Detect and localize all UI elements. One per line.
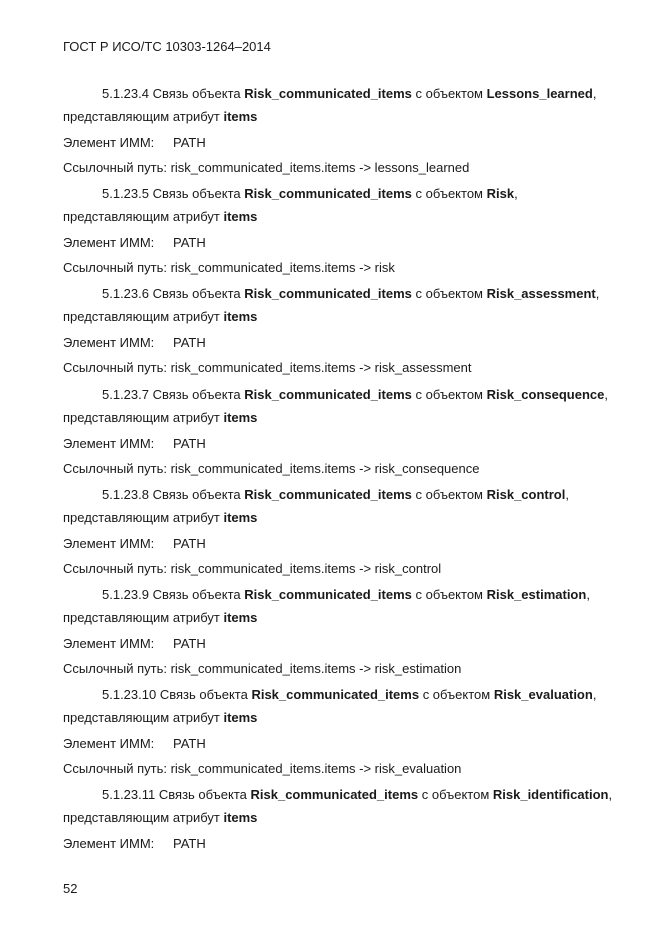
imm-value: PATH bbox=[173, 836, 206, 852]
section-heading: 5.1.23.8 Связь объекта Risk_communicated_items с объектом Risk_control, bbox=[102, 486, 569, 502]
reference-path: risk_communicated_items.items -> risk_estimation bbox=[170, 661, 462, 676]
reference-path: risk_communicated_items.items -> lessons_learned bbox=[170, 160, 470, 175]
subject-entity: Risk_communicated_items bbox=[244, 186, 412, 202]
imm-value: PATH bbox=[173, 535, 206, 551]
reference-path: risk_communicated_items.items -> risk_assessment bbox=[170, 360, 472, 376]
imm-label: Элемент ИММ: bbox=[63, 235, 155, 251]
reference-label: Ссылочный путь: bbox=[63, 460, 167, 476]
attribute-line: представляющим атрибут items bbox=[63, 610, 258, 625]
imm-value: PATH bbox=[173, 235, 206, 251]
section-heading: 5.1.23.9 Связь объекта Risk_communicated_items с объектом Risk_estimation, bbox=[102, 587, 590, 602]
page-number: 52 bbox=[63, 881, 78, 896]
imm-value: PATH bbox=[173, 335, 206, 351]
reference-path-line bbox=[63, 561, 441, 577]
imm-label: Элемент ИММ: bbox=[63, 836, 155, 852]
section-number: 5.1.23.10 bbox=[102, 687, 157, 703]
attribute-name: items bbox=[223, 309, 258, 325]
attribute-name: items bbox=[223, 810, 258, 826]
target-entity: Risk_consequence bbox=[486, 386, 605, 402]
target-entity: Risk_control bbox=[486, 486, 566, 502]
reference-path-line bbox=[63, 461, 479, 477]
attribute-name: items bbox=[223, 109, 258, 124]
section-heading: 5.1.23.6 Связь объекта Risk_communicated_items с объектом Risk_assessment, bbox=[102, 286, 600, 302]
attribute-line: представляющим атрибут items bbox=[63, 309, 258, 325]
imm-value: PATH bbox=[173, 135, 206, 150]
attribute-line: представляющим атрибут items bbox=[63, 109, 258, 124]
section-number: 5.1.23.5 bbox=[102, 186, 149, 202]
reference-path: risk_communicated_items.items -> risk_evaluation bbox=[170, 761, 462, 777]
imm-label: Элемент ИММ: bbox=[63, 535, 155, 551]
imm-element-line bbox=[63, 736, 206, 752]
imm-element-line bbox=[63, 636, 206, 652]
reference-label: Ссылочный путь: bbox=[63, 761, 167, 777]
section-number: 5.1.23.7 bbox=[102, 386, 149, 402]
imm-label: Элемент ИММ: bbox=[63, 335, 155, 351]
target-entity: Risk bbox=[486, 186, 515, 202]
section-heading: 5.1.23.5 Связь объекта Risk_communicated_items с объектом Risk, bbox=[102, 186, 518, 202]
imm-element-line bbox=[63, 836, 206, 852]
attribute-line: представляющим атрибут items bbox=[63, 810, 258, 826]
reference-label: Ссылочный путь: bbox=[63, 360, 167, 376]
imm-label: Элемент ИММ: bbox=[63, 636, 155, 651]
section-heading: 5.1.23.11 Связь объекта Risk_communicated_items с объектом Risk_identification, bbox=[102, 787, 613, 803]
attribute-line: представляющим атрибут items bbox=[63, 409, 258, 425]
reference-path-line bbox=[63, 260, 395, 276]
imm-element-line bbox=[63, 235, 206, 251]
document-header: ГОСТ Р ИСО/ТС 10303-1264–2014 bbox=[63, 39, 271, 54]
subject-entity: Risk_communicated_items bbox=[244, 286, 412, 302]
attribute-name: items bbox=[223, 710, 258, 726]
attribute-name: items bbox=[223, 610, 258, 625]
imm-element-line bbox=[63, 135, 206, 151]
section-heading: 5.1.23.10 Связь объекта Risk_communicated_items с объектом Risk_evaluation, bbox=[102, 687, 597, 703]
target-entity: Risk_identification bbox=[492, 787, 609, 803]
reference-path-line bbox=[63, 360, 472, 376]
subject-entity: Risk_communicated_items bbox=[250, 787, 419, 803]
imm-label: Элемент ИММ: bbox=[63, 736, 155, 752]
target-entity: Risk_evaluation bbox=[493, 687, 593, 703]
imm-element-line bbox=[63, 536, 206, 552]
attribute-line: представляющим атрибут items bbox=[63, 710, 258, 726]
target-entity: Risk_assessment bbox=[486, 286, 596, 302]
section-number: 5.1.23.6 bbox=[102, 286, 149, 302]
section-number: 5.1.23.8 bbox=[102, 486, 149, 502]
reference-path-line bbox=[63, 160, 469, 176]
reference-label: Ссылочный путь: bbox=[63, 560, 167, 576]
imm-value: PATH bbox=[173, 435, 206, 451]
reference-label: Ссылочный путь: bbox=[63, 160, 167, 175]
reference-path-line bbox=[63, 661, 461, 677]
attribute-line: представляющим атрибут items bbox=[63, 209, 258, 225]
reference-path: risk_communicated_items.items -> risk bbox=[170, 260, 395, 276]
section-heading: 5.1.23.7 Связь объекта Risk_communicated_items с объектом Risk_consequence, bbox=[102, 386, 609, 402]
section-number: 5.1.23.9 bbox=[102, 587, 149, 602]
subject-entity: Risk_communicated_items bbox=[251, 687, 420, 703]
imm-value: PATH bbox=[173, 736, 206, 752]
reference-path: risk_communicated_items.items -> risk_consequence bbox=[170, 460, 480, 476]
section-number: 5.1.23.4 bbox=[102, 86, 149, 101]
imm-element-line bbox=[63, 335, 206, 351]
reference-label: Ссылочный путь: bbox=[63, 260, 167, 276]
subject-entity: Risk_communicated_items bbox=[244, 486, 412, 502]
imm-element-line bbox=[63, 436, 206, 452]
imm-label: Элемент ИММ: bbox=[63, 135, 155, 150]
reference-path: risk_communicated_items.items -> risk_control bbox=[170, 560, 442, 576]
target-entity: Lessons_learned bbox=[486, 86, 593, 101]
reference-path-line bbox=[63, 761, 461, 777]
subject-entity: Risk_communicated_items bbox=[244, 587, 412, 602]
target-entity: Risk_estimation bbox=[486, 587, 587, 602]
imm-label: Элемент ИММ: bbox=[63, 435, 155, 451]
imm-value: PATH bbox=[173, 636, 206, 651]
subject-entity: Risk_communicated_items bbox=[244, 386, 412, 402]
reference-label: Ссылочный путь: bbox=[63, 661, 167, 676]
attribute-name: items bbox=[223, 409, 258, 425]
subject-entity: Risk_communicated_items bbox=[244, 86, 412, 101]
attribute-name: items bbox=[223, 209, 258, 225]
attribute-line: представляющим атрибут items bbox=[63, 509, 258, 525]
attribute-name: items bbox=[223, 509, 258, 525]
section-number: 5.1.23.11 bbox=[102, 787, 156, 803]
section-heading: 5.1.23.4 Связь объекта Risk_communicated_items с объектом Lessons_learned, bbox=[102, 86, 597, 101]
